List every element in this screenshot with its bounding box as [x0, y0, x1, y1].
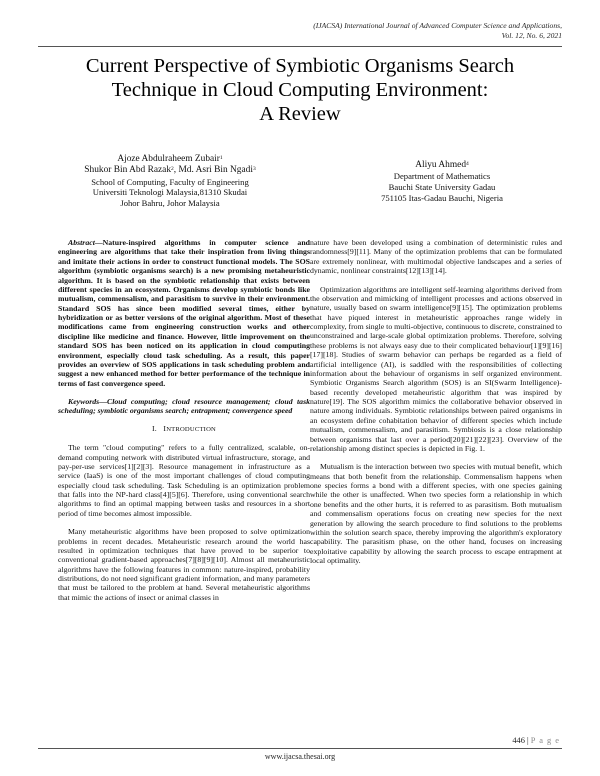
page-word: P a g e [530, 736, 560, 745]
author-sup-2: 2 [171, 166, 174, 173]
footer-rule [38, 748, 562, 749]
author-line-1 [50, 154, 290, 165]
keywords-label: Keywords [68, 397, 100, 406]
page-number [512, 736, 560, 745]
affiliation-line: School of Computing, Faculty of Engineering [91, 176, 249, 187]
author-sup-3: 3 [252, 166, 256, 173]
body-paragraph: nature have been developed using a combination of deterministic rules and randomness[9][11]. Many of the optimization problems that can be formulated are extremely nonlinear, with multimodal objective landscapes and a series of dynamic, nonlinear constraints[12][13][14]. [310, 238, 562, 276]
author-line-2 [50, 165, 290, 176]
affiliation-line: 751105 Itas-Gadau Bauchi, Nigeria [381, 192, 503, 203]
section-heading [58, 424, 310, 434]
right-column [310, 238, 562, 565]
affiliation-line: Johor Bahru, Johor Malaysia [120, 198, 220, 208]
section-initial: I [163, 423, 167, 433]
affiliation-line: Department of Mathematics [393, 171, 491, 182]
page-separator: | [524, 736, 531, 745]
title-line-2: Technique in Cloud Computing Environment: [111, 79, 489, 101]
author-block-right [322, 160, 562, 203]
affiliation-line: Universiti Teknologi Malaysia,81310 Skudai [92, 187, 248, 198]
body-paragraph: Many metaheuristic algorithms have been proposed to solve optimization problems in recent decades. Metaheuristic research around the world has resulted in optimization techniques that have proved to be superior to conventional gradient-based approaches[7][8][9][10]. Almost all metaheuristic algorithms have the following features in common: nature-inspired, probability distributions, do not need significant gradient information, and many parameters that must be tailored to the problem at hand. Several metaheuristic algorithms that mimic the actions of insect or animal classes in [58, 527, 310, 602]
footer-url: www.ijacsa.thesai.org [264, 752, 336, 761]
author-name-3: , Md. Asri Bin Ngadi [173, 165, 253, 176]
abstract-label: Abstract [68, 238, 95, 247]
author-name-4: Aliyu Ahmed [415, 160, 467, 170]
author-name-2: Shukor Bin Abd Razak [84, 165, 172, 176]
journal-header [162, 21, 562, 41]
author-line-4 [322, 160, 562, 171]
left-column [58, 238, 310, 602]
header-rule [38, 46, 562, 47]
body-paragraph: Optimization algorithms are intelligent self-learning algorithms derived from the observation and mimicking of intelligent processes and actions observed in nature, usually based on swarm intelligence[9][15]. The optimization problems that have piqued interest in metaheuristic approaches range widely in complexity, from single to multi-objective, continuous to discrete, constrained to unconstrained and large-scale global optimization problems. Therefore, solving these problems is not always easy due to their complicated behaviour[1][9][16][17][18]. Studies of swarm behavior can perhaps be regarded as a field of artificial intelligence (AI), is saddled with the responsibilities of collecting information about the behaviour of organisms in self organized environment. Symbiotic Organisms Search algorithm (SOS) is an SI(Swarm Intelligence)-based recently developed metaheuristic algorithm that was inspired by nature[19]. The SOS algorithm mimics the collaborative behavior observed in nature among individuals. Symbiotic relationships between paired organisms in an ecosystem define cohabitation behavior of different species which include mutualism, commensalism, and parasitism. Symbiosis is a close relationship between organisms that last over a period[20][21][22][23]. Overview of the relationship among distinct species is depicted in Fig. 1. [310, 284, 562, 453]
affiliation-line: Bauchi State University Gadau [388, 182, 496, 192]
author-block-left [50, 154, 290, 209]
author-sup-1: 1 [219, 155, 223, 161]
body-paragraph: The term "cloud computing" refers to a fully centralized, scalable, on-demand computing network with distributed virtual infrastructure, storage, and pay-per-use services[1][2][3]. Resource management in infrastructure as a service (IaaS) is one of the most important challenges of cloud computing especially cloud task scheduling. Task Scheduling is an optimization problem that falls into the NP-hard class[4][5][6]. Therefore, using conventional search algorithms to find an optimal mapping between tasks and resources in a short period of time becomes almost impossible. [58, 443, 310, 518]
keywords [58, 397, 310, 416]
author-sup-4: 4 [466, 161, 469, 167]
paper-title [40, 54, 560, 126]
section-rest: NTRODUCTION [166, 425, 217, 433]
title-line-1: Current Perspective of Symbiotic Organisms Search [85, 55, 515, 77]
section-numeral: I. [151, 423, 157, 433]
abstract-text: —Nature-inspired algorithms in computer science and engineering are algorithms that take their inspiration from living things and imitate their actions in order to construct functional models. The SOS algorithm (symbiotic organisms search) is a new promising metaheuristic algorithm. It is based on the symbiotic relationship that exists between different species in an ecosystem. Organisms develop symbiotic bonds like mutualism, commensalism, and parasitism to survive in their environment. Standard SOS has since been modified several times, either by hybridization or as better versions of the original algorithm. Most of these modifications came from engineering construction works and other discipline like medicine and finance. However, little improvement on the standard SOS has been noticed on its application in cloud computing environment, especially cloud task scheduling. As a result, this paper provides an overview of SOS applications in task scheduling problem and suggest a new enhanced method for better performance of the technique in terms of fast convergence speed. [58, 238, 310, 388]
abstract [58, 238, 310, 388]
page-number-value: 446 [512, 736, 525, 745]
title-line-3: A Review [259, 103, 341, 125]
body-paragraph: Mutualism is the interaction between two species with mutual benefit, which means that both benefit from the relationship. Commensalism happens when one species forms a bond with a different species, with one species gaining while the other is unaffected. When two species form a relationship in which one benefits and the other hurts, it is referred to as parasitism. Both mutualism and commensalism operations focus on creating new species for the next generation by allowing the search procedure to find solutions to the problems within the solution search space, thereby improving the algorithm's exploratory capability. The parasitism phase, on the other hand, focuses on increasing exploitative capability by allowing the search process to escape entrapment at local optimality. [310, 462, 562, 565]
journal-name: (IJACSA) International Journal of Advanced Computer Science and Applications, [313, 21, 562, 30]
keywords-text: —Cloud computing; cloud resource management; cloud task scheduling; symbiotic organisms search; entrapment; convergence speed [58, 397, 310, 416]
journal-volume: Vol. 12, No. 6, 2021 [501, 31, 562, 40]
author-name-1: Ajoze Abdulraheem Zubair [117, 154, 220, 164]
